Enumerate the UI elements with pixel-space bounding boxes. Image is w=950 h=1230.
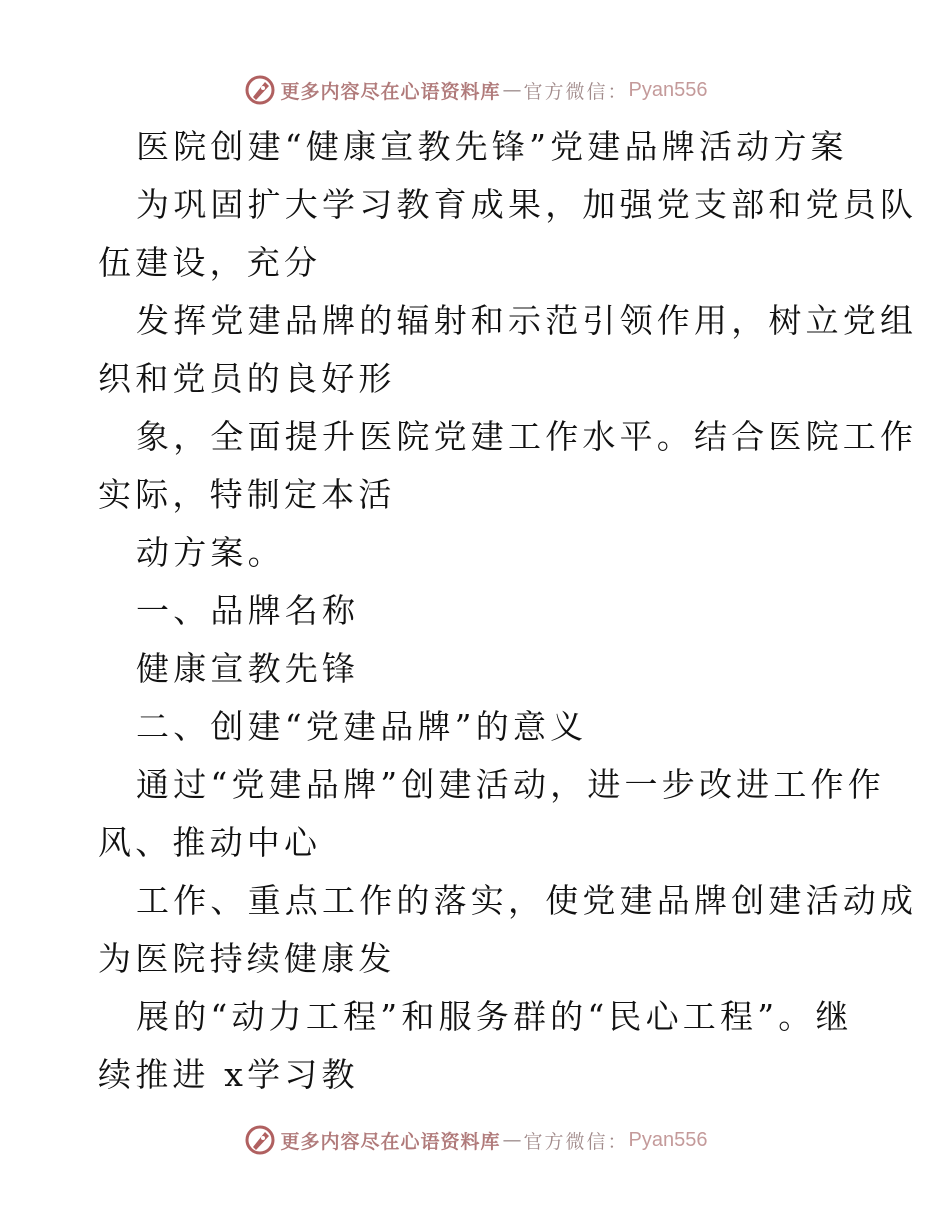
document-line: 续推进 x学习教	[98, 1055, 359, 1094]
document-line: 动方案。	[136, 533, 285, 572]
document-line: 实际，特制定本活	[98, 475, 396, 514]
document-line: 展的“动力工程”和服务群的“民心工程”。继	[136, 997, 853, 1036]
document-line: 象，全面提升医院党建工作水平。结合医院工作	[136, 417, 918, 456]
document-line: 织和党员的良好形	[98, 359, 396, 398]
document-line: 工作、重点工作的落实，使党建品牌创建活动成	[136, 881, 918, 920]
pen-nib-logo-icon	[243, 1123, 277, 1157]
header-watermark-banner	[0, 70, 950, 110]
document-line: 发挥党建品牌的辐射和示范引领作用，树立党组	[136, 301, 918, 340]
document-line: 医院创建“健康宣教先锋”党建品牌活动方案	[136, 127, 848, 166]
watermark-separator: —	[502, 79, 522, 101]
document-line: 二、创建“党建品牌”的意义	[136, 707, 588, 746]
footer-watermark-banner	[0, 1120, 950, 1160]
watermark-wechat-label: 官方微信：	[523, 1130, 629, 1153]
watermark-wechat-id: Pyan556	[628, 78, 708, 101]
document-line: 通过“党建品牌”创建活动，进一步改进工作作	[136, 765, 885, 804]
watermark-wechat-label: 官方微信：	[523, 80, 629, 103]
watermark-separator: —	[502, 1129, 522, 1151]
document-line: 伍建设，充分	[98, 243, 322, 282]
pen-nib-logo-icon	[243, 73, 277, 107]
document-line: 为巩固扩大学习教育成果，加强党支部和党员队	[136, 185, 918, 224]
document-line: 健康宣教先锋	[136, 649, 360, 688]
document-line: 为医院持续健康发	[98, 939, 396, 978]
watermark-wechat-id: Pyan556	[628, 1128, 708, 1151]
document-line: 一、品牌名称	[136, 591, 360, 630]
document-body	[98, 118, 918, 1104]
watermark-site-name: 更多内容尽在心语资料库	[280, 1130, 501, 1153]
document-line: 风、推动中心	[98, 823, 322, 862]
watermark-site-name: 更多内容尽在心语资料库	[280, 80, 501, 103]
